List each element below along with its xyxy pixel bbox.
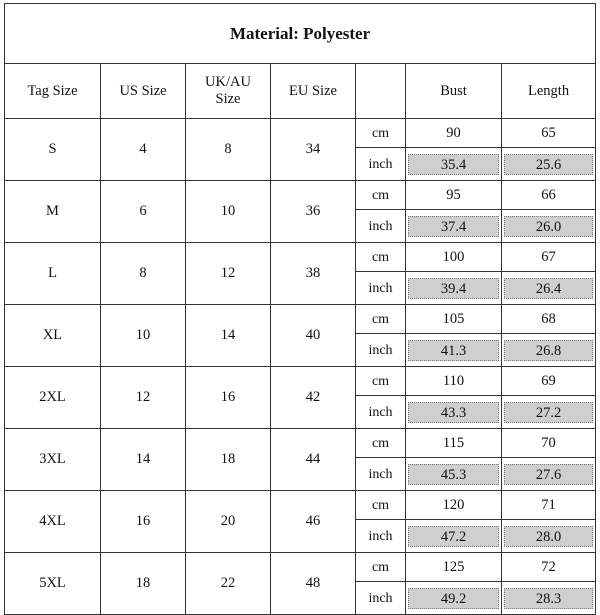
eu-size-cell: 48 — [271, 553, 356, 615]
header-bust: Bust — [406, 64, 502, 119]
unit-cm-cell: cm — [356, 491, 406, 520]
length-inch-cell-value: 26.8 — [504, 340, 593, 361]
bust-inch-cell-value: 35.4 — [408, 154, 499, 175]
ukau-size-cell: 14 — [186, 305, 271, 367]
unit-cm-cell: cm — [356, 553, 406, 582]
length-inch-cell-value: 26.0 — [504, 216, 593, 237]
length-inch-cell — [502, 210, 596, 243]
bust-cm-cell: 125 — [406, 553, 502, 582]
length-inch-cell-value: 27.2 — [504, 402, 593, 423]
bust-inch-cell — [406, 458, 502, 491]
length-inch-cell — [502, 582, 596, 615]
table-row — [5, 429, 596, 458]
ukau-size-cell: 20 — [186, 491, 271, 553]
header-ukau-size — [186, 64, 271, 119]
bust-inch-cell-value: 47.2 — [408, 526, 499, 547]
eu-size-cell: 44 — [271, 429, 356, 491]
table-row — [5, 243, 596, 272]
length-cm-cell: 68 — [502, 305, 596, 334]
bust-inch-cell — [406, 272, 502, 305]
bust-inch-cell — [406, 582, 502, 615]
table-row — [5, 367, 596, 396]
us-size-cell: 6 — [101, 181, 186, 243]
bust-inch-cell-value: 37.4 — [408, 216, 499, 237]
length-cm-cell: 71 — [502, 491, 596, 520]
header-ukau-line2: Size — [215, 91, 241, 107]
ukau-size-cell: 18 — [186, 429, 271, 491]
tag-size-cell: 2XL — [5, 367, 101, 429]
header-us-size: US Size — [101, 64, 186, 119]
us-size-cell: 10 — [101, 305, 186, 367]
eu-size-cell: 38 — [271, 243, 356, 305]
table-row — [5, 305, 596, 334]
us-size-cell: 16 — [101, 491, 186, 553]
bust-cm-cell: 110 — [406, 367, 502, 396]
ukau-size-cell: 10 — [186, 181, 271, 243]
eu-size-cell: 46 — [271, 491, 356, 553]
unit-cm-cell: cm — [356, 243, 406, 272]
tag-size-cell: XL — [5, 305, 101, 367]
header-unit — [356, 64, 406, 119]
length-cm-cell: 67 — [502, 243, 596, 272]
us-size-cell: 18 — [101, 553, 186, 615]
length-cm-cell: 70 — [502, 429, 596, 458]
bust-cm-cell: 120 — [406, 491, 502, 520]
unit-inch-cell: inch — [356, 582, 406, 615]
bust-inch-cell — [406, 396, 502, 429]
bust-cm-cell: 115 — [406, 429, 502, 458]
unit-inch-cell: inch — [356, 458, 406, 491]
length-inch-cell — [502, 272, 596, 305]
header-length: Length — [502, 64, 596, 119]
unit-cm-cell: cm — [356, 367, 406, 396]
ukau-size-cell: 12 — [186, 243, 271, 305]
eu-size-cell: 34 — [271, 119, 356, 181]
unit-inch-cell: inch — [356, 334, 406, 367]
bust-cm-cell: 95 — [406, 181, 502, 210]
title-row — [5, 4, 596, 64]
us-size-cell: 14 — [101, 429, 186, 491]
eu-size-cell: 40 — [271, 305, 356, 367]
eu-size-cell: 42 — [271, 367, 356, 429]
bust-inch-cell — [406, 520, 502, 553]
header-tag-size: Tag Size — [5, 64, 101, 119]
length-inch-cell-value: 27.6 — [504, 464, 593, 485]
table-row — [5, 553, 596, 582]
length-inch-cell — [502, 458, 596, 491]
bust-inch-cell-value: 39.4 — [408, 278, 499, 299]
table-row — [5, 119, 596, 148]
tag-size-cell: 3XL — [5, 429, 101, 491]
header-ukau-line1: UK/AU — [205, 74, 251, 90]
length-inch-cell-value: 26.4 — [504, 278, 593, 299]
unit-cm-cell: cm — [356, 429, 406, 458]
length-cm-cell: 69 — [502, 367, 596, 396]
table-row — [5, 181, 596, 210]
header-row — [5, 64, 596, 119]
us-size-cell: 12 — [101, 367, 186, 429]
unit-cm-cell: cm — [356, 305, 406, 334]
length-inch-cell-value: 28.3 — [504, 588, 593, 609]
bust-inch-cell-value: 43.3 — [408, 402, 499, 423]
length-inch-cell — [502, 520, 596, 553]
length-inch-cell-value: 25.6 — [504, 154, 593, 175]
length-inch-cell — [502, 396, 596, 429]
bust-cm-cell: 105 — [406, 305, 502, 334]
ukau-size-cell: 16 — [186, 367, 271, 429]
bust-inch-cell-value: 49.2 — [408, 588, 499, 609]
unit-inch-cell: inch — [356, 210, 406, 243]
tag-size-cell: 4XL — [5, 491, 101, 553]
table-title: Material: Polyester — [5, 4, 596, 64]
length-inch-cell-value: 28.0 — [504, 526, 593, 547]
table-row — [5, 491, 596, 520]
bust-cm-cell: 100 — [406, 243, 502, 272]
bust-inch-cell — [406, 210, 502, 243]
length-cm-cell: 66 — [502, 181, 596, 210]
us-size-cell: 4 — [101, 119, 186, 181]
unit-cm-cell: cm — [356, 119, 406, 148]
unit-inch-cell: inch — [356, 396, 406, 429]
bust-inch-cell — [406, 334, 502, 367]
unit-inch-cell: inch — [356, 272, 406, 305]
size-chart — [4, 3, 595, 607]
length-cm-cell: 65 — [502, 119, 596, 148]
bust-cm-cell: 90 — [406, 119, 502, 148]
tag-size-cell: L — [5, 243, 101, 305]
tag-size-cell: S — [5, 119, 101, 181]
unit-inch-cell: inch — [356, 148, 406, 181]
bust-inch-cell-value: 45.3 — [408, 464, 499, 485]
tag-size-cell: 5XL — [5, 553, 101, 615]
tag-size-cell: M — [5, 181, 101, 243]
header-eu-size: EU Size — [271, 64, 356, 119]
ukau-size-cell: 22 — [186, 553, 271, 615]
length-inch-cell — [502, 148, 596, 181]
eu-size-cell: 36 — [271, 181, 356, 243]
unit-inch-cell: inch — [356, 520, 406, 553]
bust-inch-cell-value: 41.3 — [408, 340, 499, 361]
bust-inch-cell — [406, 148, 502, 181]
us-size-cell: 8 — [101, 243, 186, 305]
length-cm-cell: 72 — [502, 553, 596, 582]
size-table — [4, 3, 596, 615]
length-inch-cell — [502, 334, 596, 367]
unit-cm-cell: cm — [356, 181, 406, 210]
ukau-size-cell: 8 — [186, 119, 271, 181]
